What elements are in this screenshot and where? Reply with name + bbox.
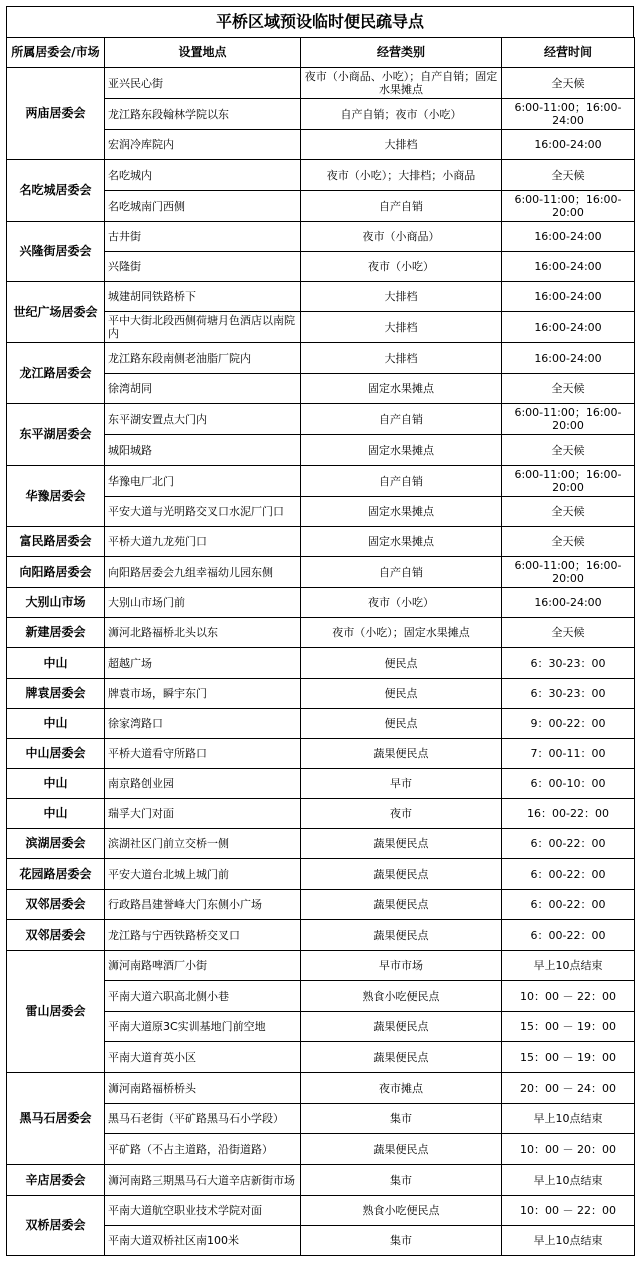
committee-cell: 滨湖居委会: [7, 829, 105, 859]
category-cell: 自产自销: [301, 557, 502, 588]
location-cell: 平安大道与光明路交叉口水泥厂门口: [105, 497, 301, 527]
committee-cell: 雷山居委会: [7, 951, 105, 1073]
hours-cell: 16：00-22：00: [502, 799, 635, 829]
table-row: [7, 1165, 635, 1196]
category-cell: 夜市（小吃）；固定水果摊点: [301, 618, 502, 648]
committee-cell: 双桥居委会: [7, 1196, 105, 1256]
committee-cell: 华豫居委会: [7, 466, 105, 527]
table-row: [7, 679, 635, 709]
location-cell: 浉河南路三期黑马石大道辛店新街市场: [105, 1165, 301, 1196]
location-cell: 华豫电厂北门: [105, 466, 301, 497]
table-body: [7, 68, 635, 1256]
table-row: [7, 951, 635, 981]
location-cell: 平南大道航空职业技术学院对面: [105, 1196, 301, 1226]
hours-cell: 早上10点结束: [502, 1104, 635, 1134]
category-cell: 夜市: [301, 799, 502, 829]
location-cell: 龙江路东段翰林学院以东: [105, 99, 301, 130]
table-row: [7, 799, 635, 829]
location-cell: 东平湖安置点大门内: [105, 404, 301, 435]
committee-cell: 中山: [7, 769, 105, 799]
location-cell: 亚兴民心街: [105, 68, 301, 99]
location-cell: 平桥大道看守所路口: [105, 739, 301, 769]
location-cell: 滨湖社区门前立交桥一侧: [105, 829, 301, 859]
hours-cell: 16:00-24:00: [502, 130, 635, 160]
hours-cell: 6:00-11:00；16:00-20:00: [502, 557, 635, 588]
table-row: [7, 527, 635, 557]
committee-cell: 世纪广场居委会: [7, 282, 105, 343]
category-cell: 固定水果摊点: [301, 435, 502, 466]
category-cell: 蔬果便民点: [301, 1042, 502, 1073]
table-row: [7, 588, 635, 618]
location-cell: 平南大道六职高北侧小巷: [105, 981, 301, 1012]
committee-cell: 中山: [7, 709, 105, 739]
category-cell: 自产自销；夜市（小吃）: [301, 99, 502, 130]
hours-cell: 10：00 － 20：00: [502, 1134, 635, 1165]
hours-cell: 10：00 － 22：00: [502, 981, 635, 1012]
table-row: [7, 1073, 635, 1104]
hours-cell: 全天候: [502, 618, 635, 648]
hours-cell: 16:00-24:00: [502, 252, 635, 282]
category-cell: 夜市（小吃）: [301, 588, 502, 618]
category-cell: 夜市摊点: [301, 1073, 502, 1104]
hours-cell: 6:00-11:00；16:00-24:00: [502, 99, 635, 130]
hours-cell: 15：00 － 19：00: [502, 1042, 635, 1073]
committee-cell: 中山居委会: [7, 739, 105, 769]
table-row: [7, 890, 635, 920]
table-row: [7, 618, 635, 648]
hours-cell: 7：00-11：00: [502, 739, 635, 769]
table-row: [7, 68, 635, 99]
location-cell: 龙江路与宁西铁路桥交叉口: [105, 920, 301, 951]
committee-cell: 大别山市场: [7, 588, 105, 618]
table-row: [7, 859, 635, 890]
committee-cell: 双邻居委会: [7, 920, 105, 951]
category-cell: 固定水果摊点: [301, 374, 502, 404]
category-cell: 蔬果便民点: [301, 859, 502, 890]
table-row: [7, 343, 635, 374]
location-cell: 黑马石老街（平矿路黑马石小学段）: [105, 1104, 301, 1134]
table-row: [7, 222, 635, 252]
committee-cell: 兴隆街居委会: [7, 222, 105, 282]
location-cell: 行政路昌建誉峰大门东侧小广场: [105, 890, 301, 920]
category-cell: 蔬果便民点: [301, 1012, 502, 1042]
hours-cell: 6：30-23：00: [502, 679, 635, 709]
table-row: [7, 709, 635, 739]
category-cell: 夜市（小吃）；大排档；小商品: [301, 160, 502, 191]
hours-cell: 全天候: [502, 374, 635, 404]
hours-cell: 10：00 － 22：00: [502, 1196, 635, 1226]
location-cell: 超越广场: [105, 648, 301, 679]
hours-cell: 全天候: [502, 160, 635, 191]
location-cell: 平桥大道九龙苑门口: [105, 527, 301, 557]
hours-cell: 全天候: [502, 68, 635, 99]
table-row: [7, 1196, 635, 1226]
category-cell: 自产自销: [301, 404, 502, 435]
location-cell: 徐家湾路口: [105, 709, 301, 739]
committee-cell: 龙江路居委会: [7, 343, 105, 404]
category-cell: 自产自销: [301, 466, 502, 497]
location-cell: 平南大道双桥社区南100米: [105, 1226, 301, 1256]
category-cell: 夜市（小商品、小吃）；自产自销；固定水果摊点: [301, 68, 502, 99]
hours-cell: 全天候: [502, 527, 635, 557]
committee-cell: 黑马石居委会: [7, 1073, 105, 1165]
category-cell: 大排档: [301, 312, 502, 343]
category-cell: 自产自销: [301, 191, 502, 222]
category-cell: 夜市（小商品）: [301, 222, 502, 252]
header-category: 经营类别: [301, 38, 502, 68]
category-cell: 熟食小吃便民点: [301, 1196, 502, 1226]
hours-cell: 9：00-22：00: [502, 709, 635, 739]
service-points-table: [6, 37, 635, 1256]
category-cell: 固定水果摊点: [301, 527, 502, 557]
hours-cell: 早上10点结束: [502, 951, 635, 981]
committee-cell: 向阳路居委会: [7, 557, 105, 588]
location-cell: 徐湾胡同: [105, 374, 301, 404]
table-row: [7, 466, 635, 497]
location-cell: 平南大道原3C实训基地门前空地: [105, 1012, 301, 1042]
location-cell: 瑞孚大门对面: [105, 799, 301, 829]
category-cell: 便民点: [301, 648, 502, 679]
category-cell: 早市市场: [301, 951, 502, 981]
category-cell: 大排档: [301, 130, 502, 160]
category-cell: 熟食小吃便民点: [301, 981, 502, 1012]
header-committee: 所属居委会/市场: [7, 38, 105, 68]
category-cell: 大排档: [301, 343, 502, 374]
committee-cell: 中山: [7, 799, 105, 829]
hours-cell: 6：00-22：00: [502, 829, 635, 859]
category-cell: 便民点: [301, 709, 502, 739]
location-cell: 浉河北路福桥北头以东: [105, 618, 301, 648]
location-cell: 浉河南路福桥桥头: [105, 1073, 301, 1104]
location-cell: 兴隆街: [105, 252, 301, 282]
hours-cell: 6:00-11:00；16:00-20:00: [502, 404, 635, 435]
category-cell: 便民点: [301, 679, 502, 709]
committee-cell: 中山: [7, 648, 105, 679]
category-cell: 固定水果摊点: [301, 497, 502, 527]
hours-cell: 20：00 － 24：00: [502, 1073, 635, 1104]
location-cell: 古井街: [105, 222, 301, 252]
hours-cell: 6：00-10：00: [502, 769, 635, 799]
category-cell: 蔬果便民点: [301, 890, 502, 920]
location-cell: 牌袁市场，瞬宇东门: [105, 679, 301, 709]
hours-cell: 16:00-24:00: [502, 312, 635, 343]
location-cell: 平中大街北段西侧荷塘月色酒店以南院内: [105, 312, 301, 343]
location-cell: 向阳路居委会九组幸福幼儿园东侧: [105, 557, 301, 588]
hours-cell: 16:00-24:00: [502, 282, 635, 312]
location-cell: 平安大道台北城上城门前: [105, 859, 301, 890]
header-location: 设置地点: [105, 38, 301, 68]
hours-cell: 早上10点结束: [502, 1165, 635, 1196]
location-cell: 名吃城南门西侧: [105, 191, 301, 222]
location-cell: 平南大道育英小区: [105, 1042, 301, 1073]
hours-cell: 全天候: [502, 435, 635, 466]
header-row: [7, 38, 635, 68]
table-row: [7, 557, 635, 588]
table-row: [7, 160, 635, 191]
location-cell: 城阳城路: [105, 435, 301, 466]
category-cell: 蔬果便民点: [301, 739, 502, 769]
table-row: [7, 769, 635, 799]
hours-cell: 6：00-22：00: [502, 890, 635, 920]
table-row: [7, 829, 635, 859]
header-hours: 经营时间: [502, 38, 635, 68]
table-row: [7, 404, 635, 435]
location-cell: 平矿路（不占主道路，沿街道路）: [105, 1134, 301, 1165]
hours-cell: 6：30-23：00: [502, 648, 635, 679]
location-cell: 宏润冷库院内: [105, 130, 301, 160]
hours-cell: 6:00-11:00；16:00-20:00: [502, 466, 635, 497]
hours-cell: 16:00-24:00: [502, 222, 635, 252]
committee-cell: 东平湖居委会: [7, 404, 105, 466]
category-cell: 集市: [301, 1226, 502, 1256]
category-cell: 早市: [301, 769, 502, 799]
category-cell: 蔬果便民点: [301, 920, 502, 951]
committee-cell: 辛店居委会: [7, 1165, 105, 1196]
location-cell: 龙江路东段南侧老油脂厂院内: [105, 343, 301, 374]
category-cell: 集市: [301, 1104, 502, 1134]
hours-cell: 早上10点结束: [502, 1226, 635, 1256]
location-cell: 大别山市场门前: [105, 588, 301, 618]
hours-cell: 16:00-24:00: [502, 588, 635, 618]
category-cell: 集市: [301, 1165, 502, 1196]
table-row: [7, 920, 635, 951]
hours-cell: 6：00-22：00: [502, 859, 635, 890]
committee-cell: 名吃城居委会: [7, 160, 105, 222]
category-cell: 夜市（小吃）: [301, 252, 502, 282]
location-cell: 名吃城内: [105, 160, 301, 191]
location-cell: 城建胡同铁路桥下: [105, 282, 301, 312]
table-title: 平桥区域预设临时便民疏导点: [6, 6, 634, 38]
committee-cell: 两庙居委会: [7, 68, 105, 160]
location-cell: 浉河南路啤酒厂小街: [105, 951, 301, 981]
hours-cell: 16:00-24:00: [502, 343, 635, 374]
category-cell: 蔬果便民点: [301, 1134, 502, 1165]
committee-cell: 牌袁居委会: [7, 679, 105, 709]
location-cell: 南京路创业园: [105, 769, 301, 799]
hours-cell: 6：00-22：00: [502, 920, 635, 951]
hours-cell: 全天候: [502, 497, 635, 527]
table-row: [7, 282, 635, 312]
category-cell: 蔬果便民点: [301, 829, 502, 859]
committee-cell: 花园路居委会: [7, 859, 105, 890]
committee-cell: 新建居委会: [7, 618, 105, 648]
category-cell: 大排档: [301, 282, 502, 312]
committee-cell: 富民路居委会: [7, 527, 105, 557]
hours-cell: 6:00-11:00；16:00-20:00: [502, 191, 635, 222]
hours-cell: 15：00 － 19：00: [502, 1012, 635, 1042]
table-row: [7, 739, 635, 769]
table-row: [7, 648, 635, 679]
committee-cell: 双邻居委会: [7, 890, 105, 920]
